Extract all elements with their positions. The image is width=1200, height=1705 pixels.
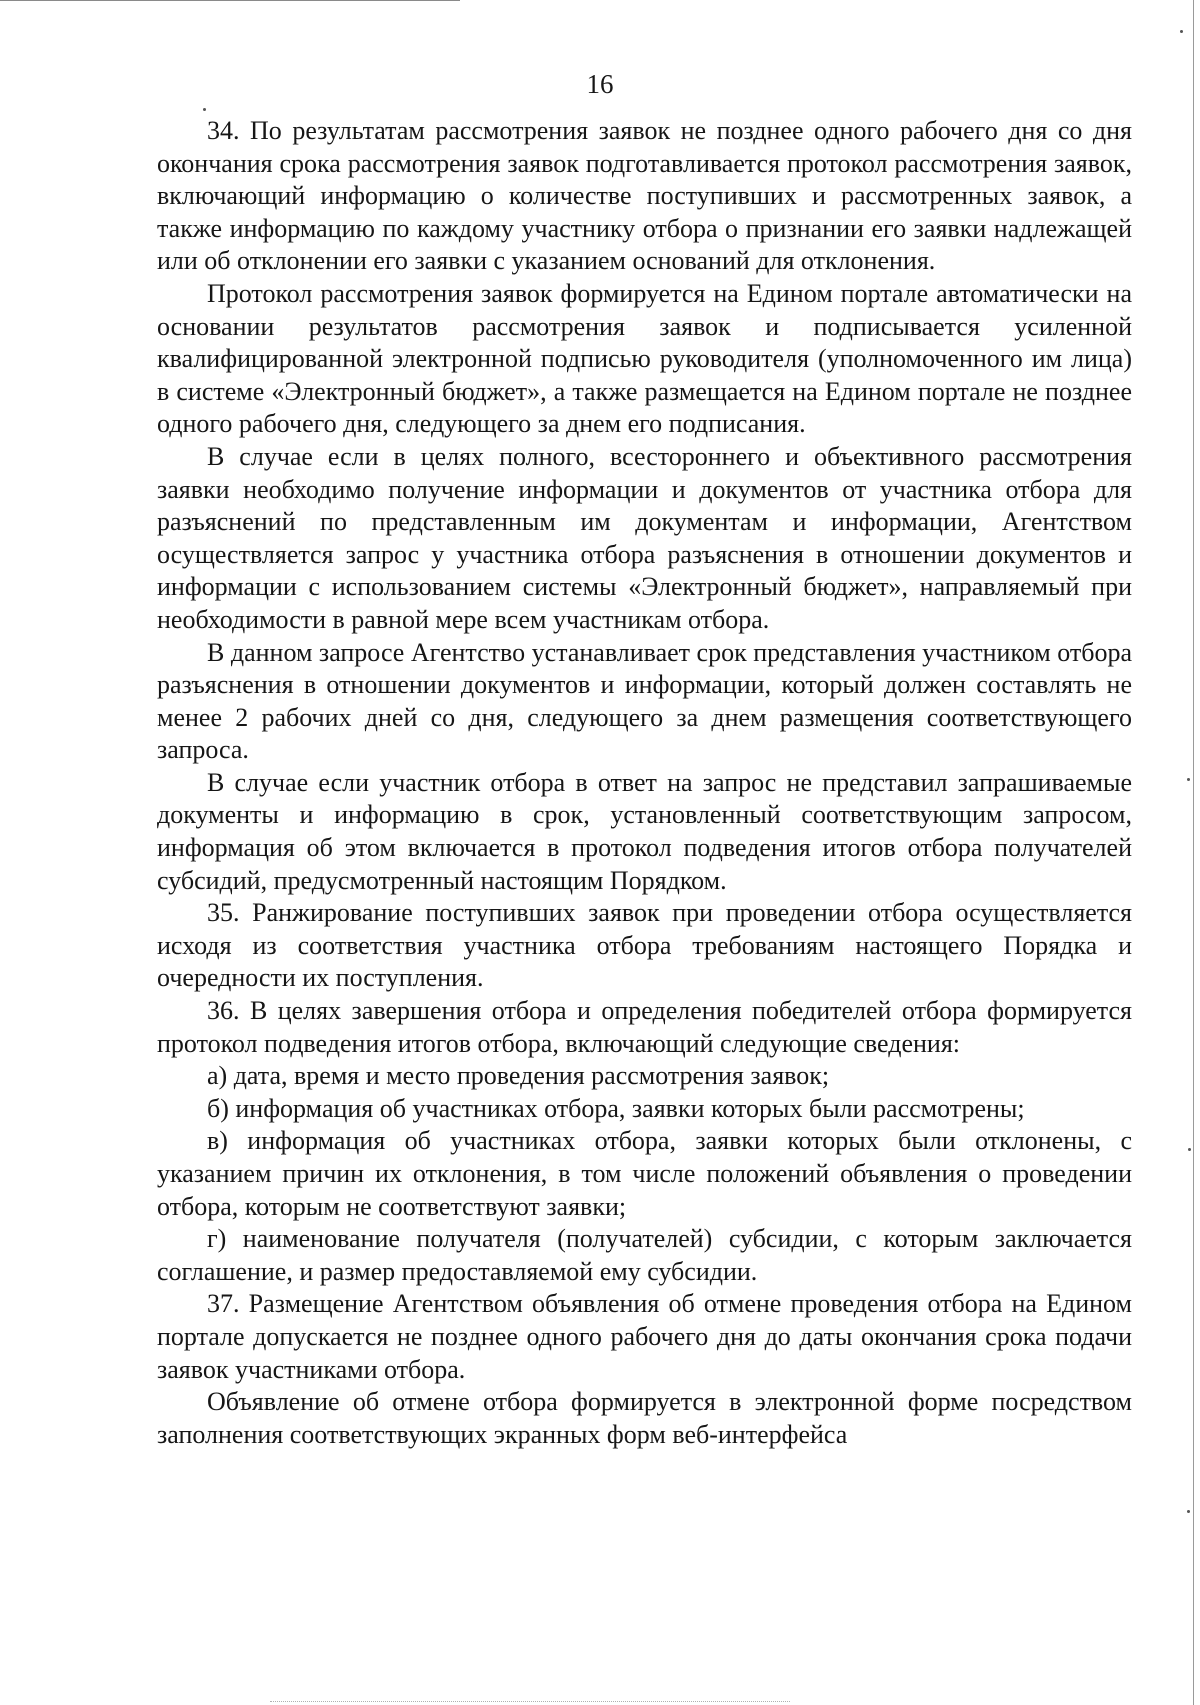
paragraph-cancellation-form: Объявление об отмене отбора формируется в электронной форме посредством заполнения соответствующих экранных форм веб-интерфейса: [157, 1387, 1132, 1449]
scan-edge-bottom: [270, 1701, 790, 1702]
paragraph-no-response: В случае если участник отбора в ответ на запрос не представил запрашиваемые документы и информацию в срок, установленный соответствующим запросом, информация об этом включается в протокол подведения итогов отбора получателей субсидий, предусмотренный настоящим Порядком.: [157, 767, 1132, 895]
paragraph-protocol-formation: Протокол рассмотрения заявок формируется на Едином портале автоматически на основании результатов рассмотрения заявок и подписывается усиленной квалифицированной электронной подписью руководителя (уполномоченного им лица) в системе «Электронный бюджет», а также размещается на Едином портале не позднее одного рабочего дня, следующего за днем его подписания.: [157, 278, 1132, 439]
scan-speck: [203, 108, 206, 111]
scan-speck: [1180, 30, 1183, 33]
page-number: 16: [586, 69, 614, 99]
paragraph-36: 36. В целях завершения отбора и определения победителей отбора формируется протокол подведения итогов отбора, включающий следующие сведения:: [157, 996, 1132, 1058]
list-item-v: в) информация об участниках отбора, заявки которых были отклонены, с указанием причин их отклонения, в том числе положений объявления о проведении отбора, которым не соответствуют заявки;: [157, 1126, 1132, 1221]
paragraph-34: 34. По результатам рассмотрения заявок не позднее одного рабочего дня со дня окончания срока рассмотрения заявок подготавливается протокол рассмотрения заявок, включающий информацию о количестве поступивших и рассмотренных заявок, а также информацию по каждому участнику отбора о признании его заявки надлежащей или об отклонении его заявки с указанием оснований для отклонения.: [157, 116, 1132, 276]
paragraph-35: 35. Ранжирование поступивших заявок при проведении отбора осуществляется исходя из соответствия участника отбора требованиям настоящего Порядка и очередности их поступления.: [157, 898, 1132, 993]
scan-speck: [1188, 1148, 1191, 1151]
list-item-a: а) дата, время и место проведения рассмотрения заявок;: [207, 1061, 830, 1091]
scan-speck: [1187, 778, 1190, 781]
list-item-g: г) наименование получателя (получателей) субсидии, с которым заключается соглашение, и размер предоставляемой ему субсидии.: [157, 1224, 1132, 1286]
list-item-b: б) информация об участниках отбора, заявки которых были рассмотрены;: [207, 1093, 1025, 1123]
scan-edge-right: [1193, 0, 1194, 1705]
scan-speck: [1187, 1510, 1190, 1513]
paragraph-37: 37. Размещение Агентством объявления об отмене проведения отбора на Едином портале допускается не позднее одного рабочего дня до даты окончания срока подачи заявок участниками отбора.: [157, 1289, 1132, 1384]
document-body: [157, 115, 1132, 1451]
paragraph-clarification-request: В случае если в целях полного, всестороннего и объективного рассмотрения заявки необходимо получение информации и документов от участника отбора для разъяснений по представленным им документам и информации, Агентством осуществляется запрос у участника отбора разъяснения в отношении документов и информации с использованием системы «Электронный бюджет», направляемый при необходимости в равной мере всем участникам отбора.: [157, 441, 1132, 634]
scan-edge-top: [0, 0, 460, 1]
paragraph-request-deadline: В данном запросе Агентство устанавливает срок представления участником отбора разъяснения в отношении документов и информации, который должен составлять не менее 2 рабочих дней со дня, следующего за днем размещения соответствующего запроса.: [157, 637, 1132, 765]
